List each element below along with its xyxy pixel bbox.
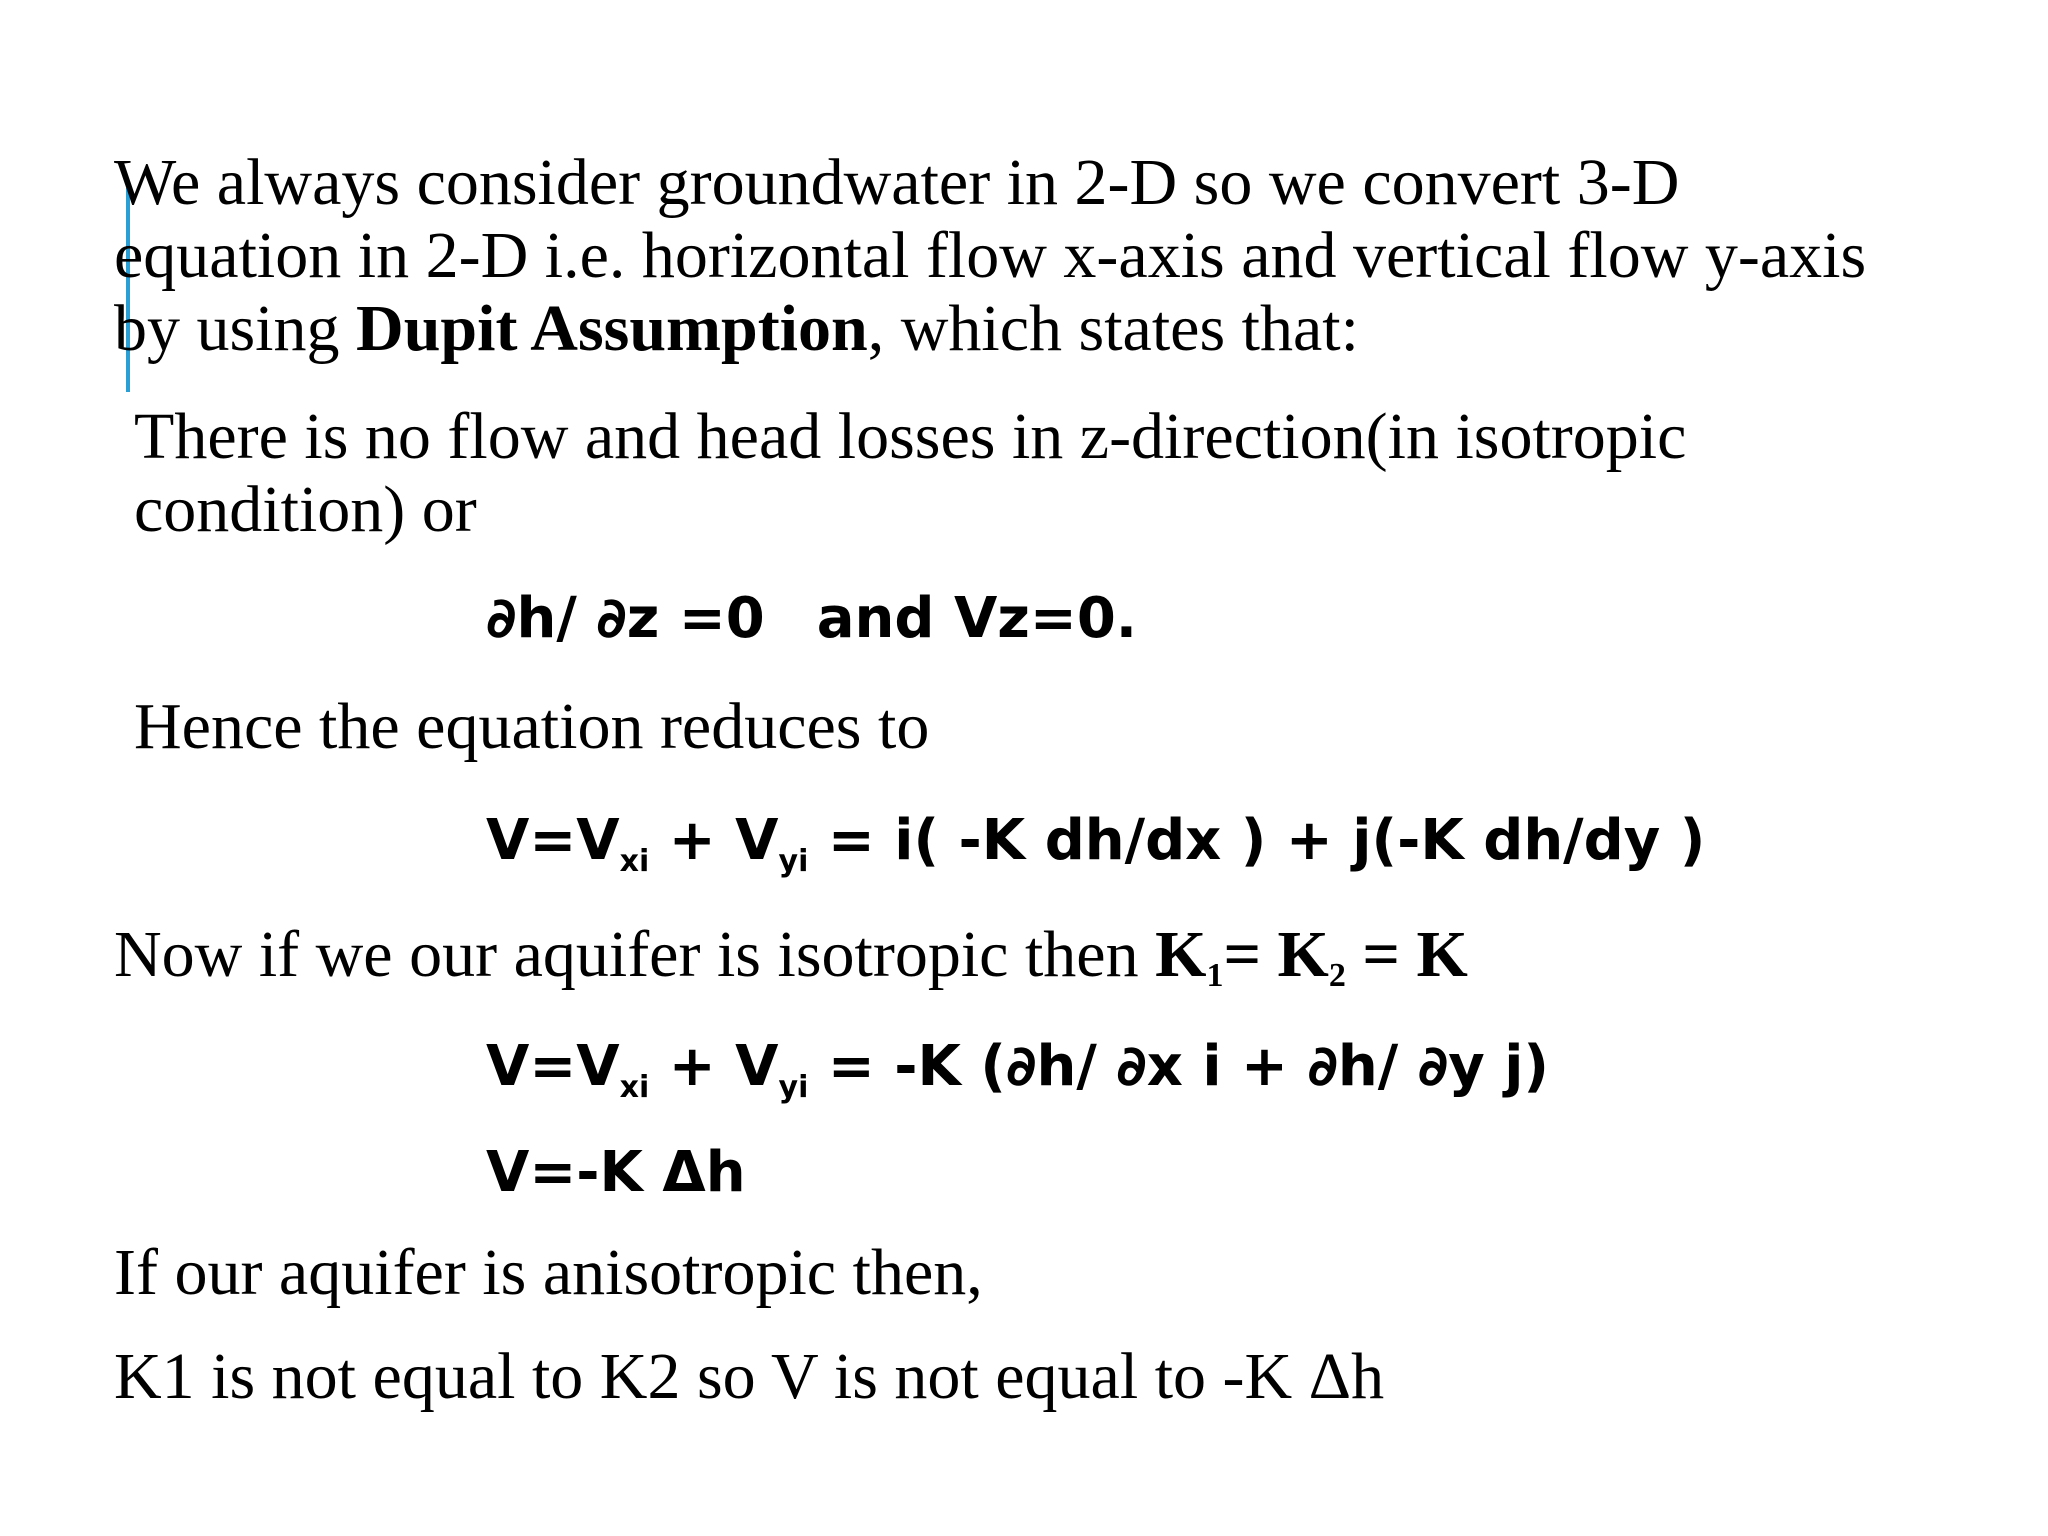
eq2-subscript-yi: yi — [778, 844, 809, 879]
isotropic-text-prefix: Now if we our aquifer is isotropic then — [114, 918, 1156, 991]
k-equality-expression — [1155, 918, 1468, 994]
eq2-part-2: + V — [649, 808, 779, 873]
k-subscript-2: 2 — [1328, 957, 1346, 994]
k1-not-equal-text: K1 is not equal to K2 so V is not equal to -K Δh — [114, 1340, 1385, 1413]
condition-paragraph — [134, 400, 1686, 546]
k-equality-end: = K — [1345, 918, 1468, 991]
equation-darcy-compact: V=-K Δh — [486, 1140, 746, 1205]
intro-line-3-suffix: , which states that: — [867, 292, 1359, 365]
eq3-subscript-yi: yi — [778, 1070, 809, 1105]
equation-zero-gradient — [486, 586, 1137, 652]
intro-line-3-prefix: by using — [114, 292, 357, 365]
isotropic-text — [114, 918, 1468, 994]
eq3-part-1: V=V — [486, 1034, 620, 1099]
k-symbol: K — [1155, 918, 1207, 991]
hence-text: Hence the equation reduces to — [134, 690, 930, 763]
intro-line-1: We always consider groundwater in 2-D so we convert 3-D — [114, 146, 1680, 219]
eq3-part-3: = -K (∂h/ ∂x i + ∂h/ ∂y j) — [808, 1034, 1549, 1099]
eq2-subscript-xi: xi — [619, 844, 650, 879]
eq3-subscript-xi: xi — [619, 1070, 650, 1105]
equation-zero-gradient-right: and Vz=0. — [816, 586, 1138, 651]
eq2-part-3: = i( -K dh/dx ) + j(-K dh/dy ) — [808, 808, 1706, 873]
equation-zero-gradient-left: ∂h/ ∂z =0 — [486, 586, 765, 651]
equation-gradient-form — [486, 1034, 1549, 1105]
k-subscript-1: 1 — [1206, 957, 1224, 994]
intro-paragraph — [114, 146, 1866, 365]
intro-line-2: equation in 2-D i.e. horizontal flow x-axis and vertical flow y-axis — [114, 219, 1867, 292]
eq3-part-2: + V — [649, 1034, 779, 1099]
condition-line-2: condition) or — [134, 473, 477, 546]
equation-velocity-components — [486, 808, 1706, 879]
k-equality-middle: = K — [1223, 918, 1329, 991]
condition-line-1: There is no flow and head losses in z-direction(in isotropic — [134, 400, 1687, 473]
anisotropic-text: If our aquifer is anisotropic then, — [114, 1236, 983, 1309]
eq2-part-1: V=V — [486, 808, 620, 873]
intro-line-3 — [114, 292, 1866, 365]
dupit-assumption-term: Dupit Assumption — [356, 292, 868, 365]
